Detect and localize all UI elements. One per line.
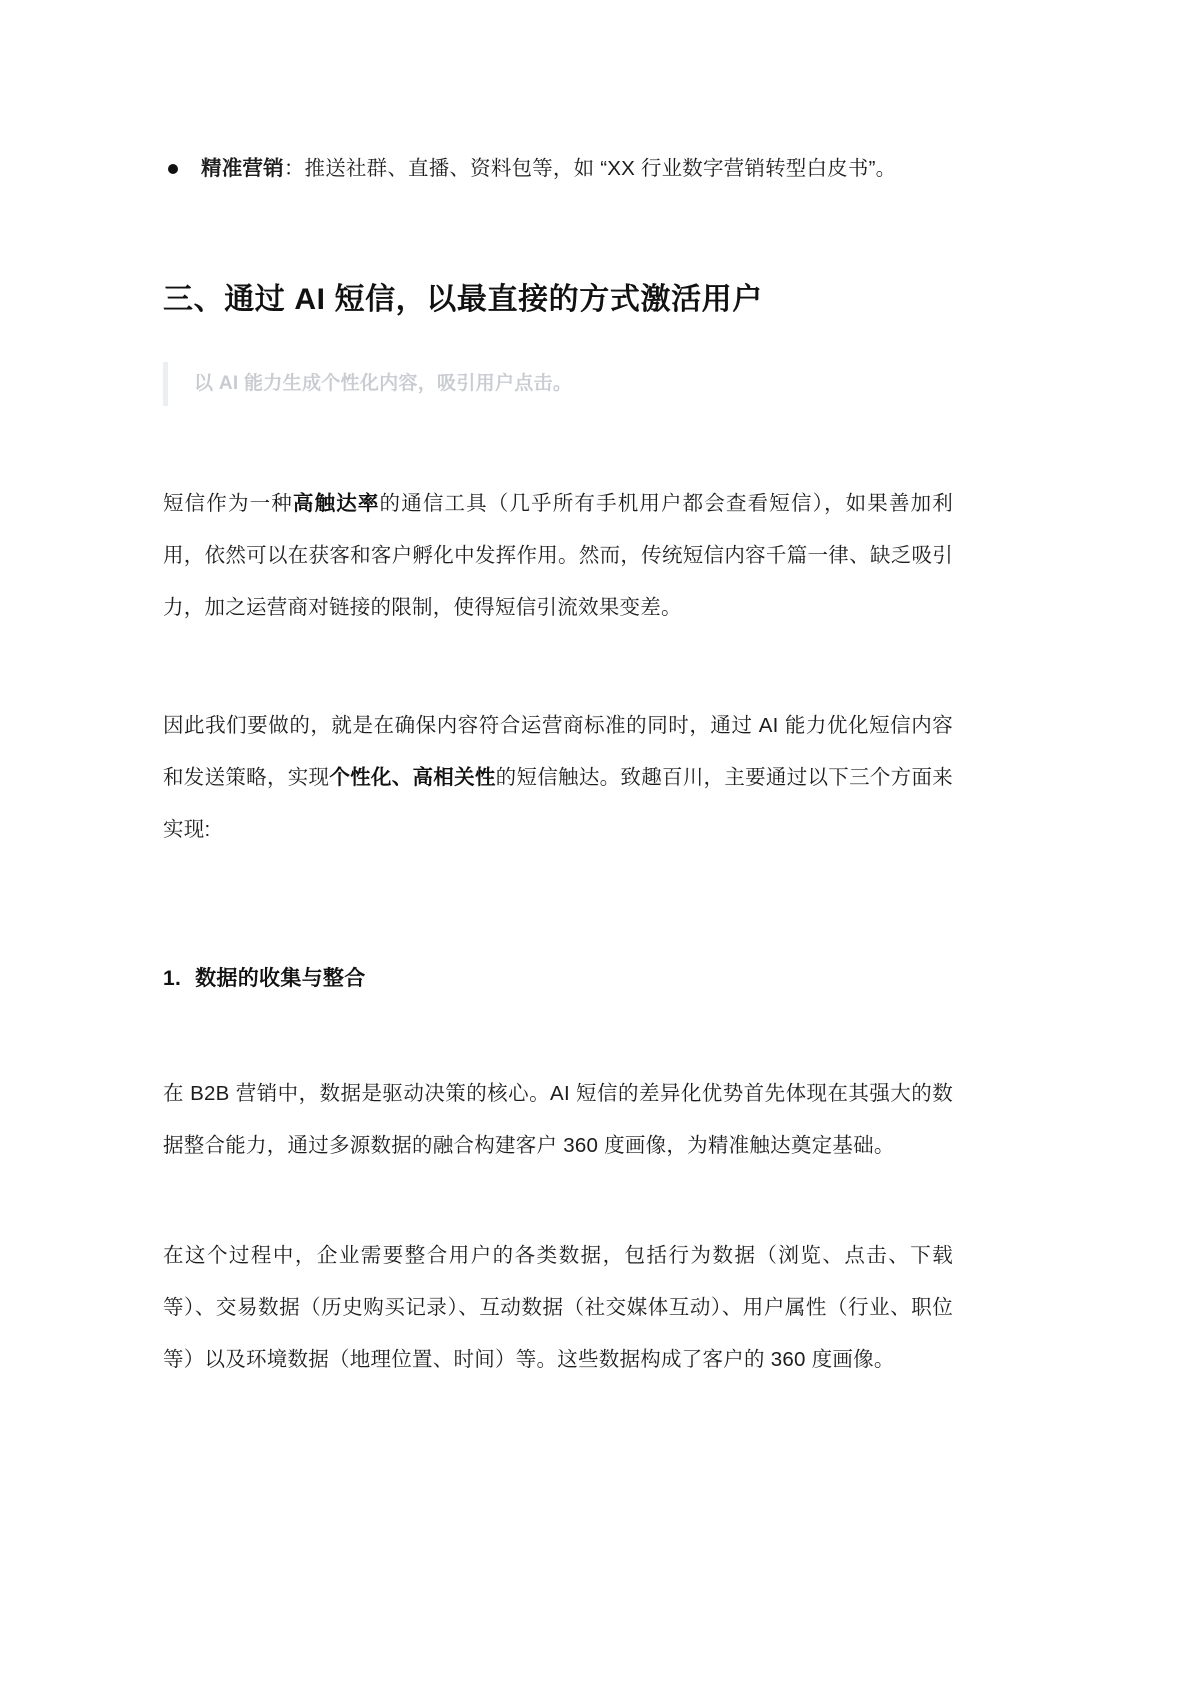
blockquote xyxy=(163,362,953,406)
paragraph-2 xyxy=(163,700,953,856)
paragraph-2-part-1: 因此我们要做的，就是在确保内容符合运营商标准的同时，通过 AI 能力优化短信内容和发送策略，实现 xyxy=(163,714,953,789)
section-heading-3-number: 1. xyxy=(163,967,182,990)
list-item-text: 推送社群、直播、资料包等，如 “XX 行业数字营销转型白皮书”。 xyxy=(304,157,897,180)
blockquote-text: 以 AI 能力生成个性化内容，吸引用户点击。 xyxy=(194,373,573,394)
paragraph-1-bold-1: 高触达率 xyxy=(292,492,380,515)
paragraph-1-part-2: 的通信工具（几乎所有手机用户都会查看短信），如果善加利用，依然可以在获客和客户孵化中发挥作用。然而，传统短信内容千篇一律、缺乏吸引力，加之运营商对链接的限制，使得短信引流效果变差。 xyxy=(163,492,954,619)
list-item xyxy=(163,152,953,186)
section-heading-2: 三、通过 AI 短信，以最直接的方式激活用户 xyxy=(163,283,763,316)
paragraph-1-part-1: 短信作为一种 xyxy=(163,492,293,515)
paragraph-4: 在这个过程中，企业需要整合用户的各类数据，包括行为数据（浏览、点击、下载等）、交易数据（历史购买记录）、互动数据（社交媒体互动）、用户属性（行业、职位等）以及环境数据（地理位置、时间）等。这些数据构成了客户的 360 度画像。 xyxy=(163,1244,953,1371)
bullet-list xyxy=(163,152,953,186)
section-heading-3-text: 数据的收集与整合 xyxy=(195,967,366,990)
list-item-bold-lead: 精准营销 xyxy=(201,157,284,180)
paragraph-2-bold-1: 个性化、高相关性 xyxy=(329,766,496,789)
document-content-column xyxy=(163,0,953,1386)
paragraph-2-part-2: 的短信触达。致趣百川，主要通过以下三个方面来实现: xyxy=(163,766,954,841)
paragraph-3: 在 B2B 营销中，数据是驱动决策的核心。AI 短信的差异化优势首先体现在其强大的数据整合能力，通过多源数据的融合构建客户 360 度画像，为精准触达奠定基础。 xyxy=(163,1082,953,1157)
section-heading-3 xyxy=(163,962,953,996)
list-item-separator: ： xyxy=(283,157,305,180)
bullet-dot-icon xyxy=(168,164,178,174)
paragraph-1 xyxy=(163,478,953,634)
